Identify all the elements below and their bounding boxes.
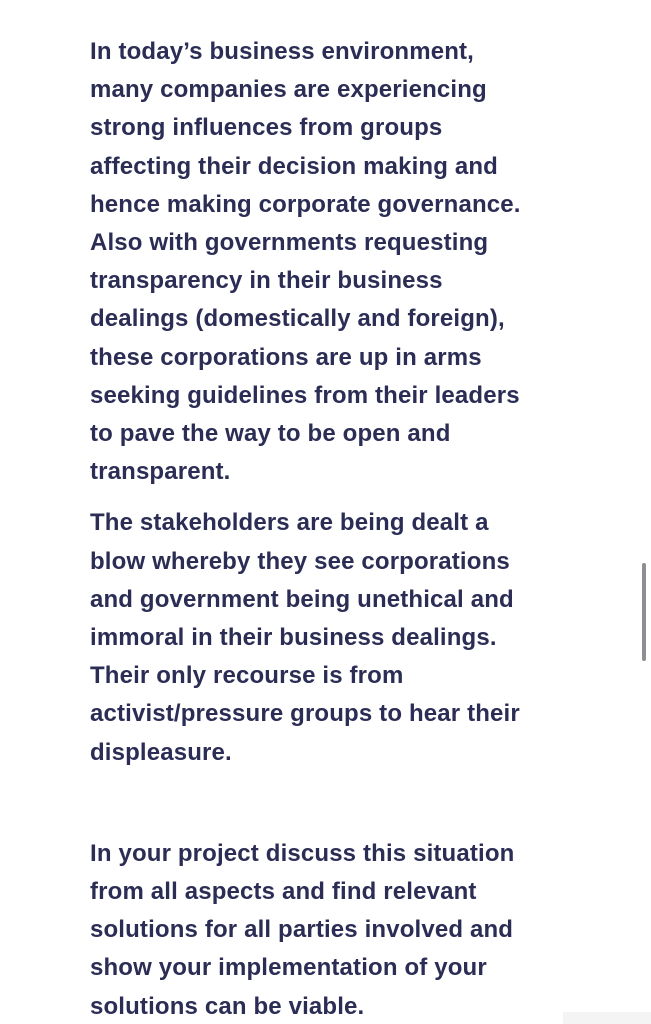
text-line: immoral in their business dealings.: [90, 624, 497, 652]
text-line: solutions for all parties involved and: [90, 916, 514, 944]
vertical-scrollbar[interactable]: [642, 563, 646, 661]
text-line: In today’s business environment,: [90, 38, 474, 65]
text-line: seeking guidelines from their leaders: [90, 381, 520, 409]
text-line: transparency in their business: [90, 267, 443, 295]
document-body: [90, 33, 590, 1024]
text-line: blow whereby they see corporations: [90, 547, 510, 575]
text-line: these corporations are up in arms: [90, 343, 482, 371]
text-line: to pave the way to be open and: [90, 420, 451, 448]
text-line: The stakeholders are being dealt a: [90, 509, 489, 537]
text-line: from all aspects and find relevant: [90, 878, 477, 906]
text-line: hence making corporate governance.: [90, 190, 521, 218]
bottom-edge-shade: [563, 1012, 651, 1024]
text-line: Their only recourse is from: [90, 662, 404, 690]
paragraph-business-environment: [90, 33, 590, 491]
paragraph-project-instructions: [90, 835, 590, 1024]
text-line: In your project discuss this situation: [90, 839, 515, 867]
text-line: solutions can be viable.: [90, 992, 365, 1020]
text-line: and government being unethical and: [90, 585, 514, 613]
text-line: Also with governments requesting: [90, 229, 489, 257]
text-line: strong influences from groups: [90, 114, 443, 142]
text-line: displeasure.: [90, 738, 232, 766]
text-line: dealings (domestically and foreign),: [90, 305, 505, 333]
text-line: many companies are experiencing: [90, 76, 487, 104]
text-line: show your implementation of your: [90, 954, 487, 982]
paragraph-stakeholders: [90, 504, 590, 771]
text-line: affecting their decision making and: [90, 152, 498, 180]
text-line: activist/pressure groups to hear their: [90, 700, 520, 728]
text-line: transparent.: [90, 458, 231, 486]
